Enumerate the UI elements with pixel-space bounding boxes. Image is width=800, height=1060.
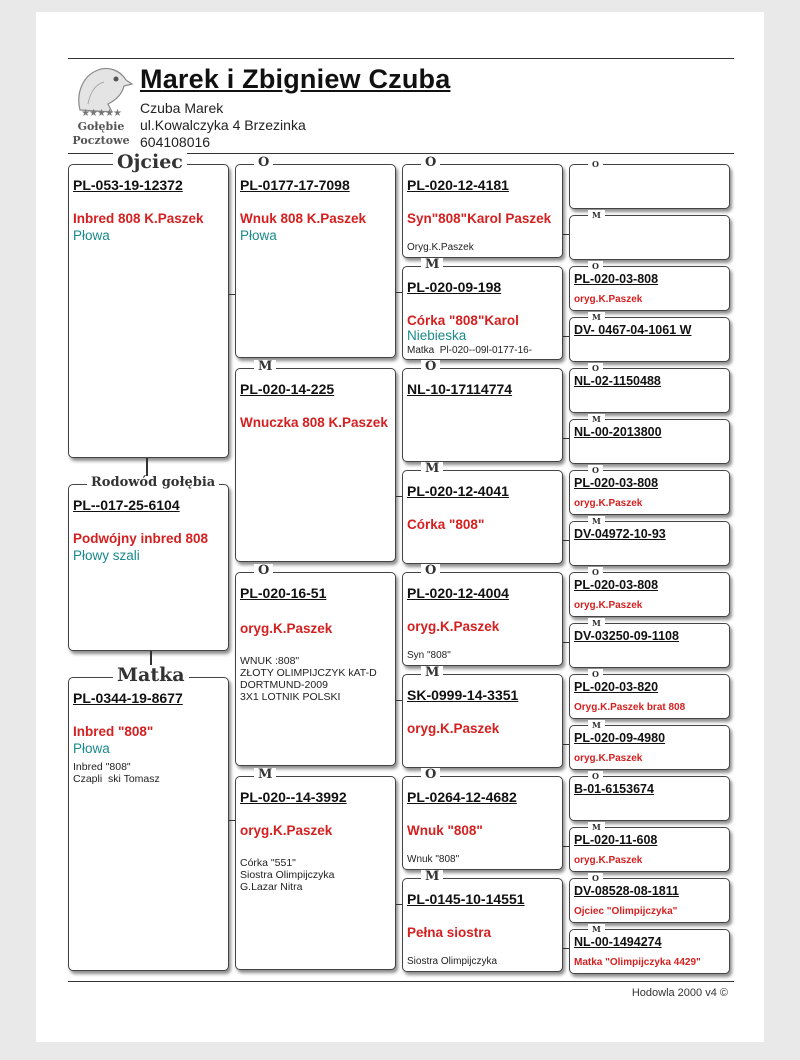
gen3-ring: NL-10-17114774 xyxy=(407,381,513,397)
gen4-label: O xyxy=(588,669,603,679)
breeder-title: Marek i Zbigniew Czuba xyxy=(140,64,451,94)
subject-label: Rodowód gołębia xyxy=(87,476,219,490)
gen3-label: O xyxy=(421,564,440,578)
connector-gen3-gen4 xyxy=(563,846,569,847)
mother-card[interactable] xyxy=(68,664,229,971)
gen4-ring: B-01-6153674 xyxy=(574,782,654,796)
gen4-card-1[interactable] xyxy=(569,159,730,209)
logo-text-line1: Gołębie xyxy=(77,120,125,133)
top-rule xyxy=(68,58,734,59)
pigeon-head-icon xyxy=(68,64,134,114)
gen4-card-14[interactable] xyxy=(569,822,730,872)
gen4-card-9[interactable] xyxy=(569,567,730,617)
gen4-card-4[interactable] xyxy=(569,312,730,362)
gen3-card-8[interactable] xyxy=(402,869,563,972)
father-card[interactable] xyxy=(68,151,229,458)
gen4-ring: DV-08528-08-1811 xyxy=(574,884,679,898)
mother-ring: PL-0344-19-8677 xyxy=(73,690,183,706)
gen3-note: Oryg.K.Paszek xyxy=(407,242,474,253)
gen4-card-13[interactable] xyxy=(569,771,730,821)
gen4-ring: PL-020-09-4980 xyxy=(574,731,666,745)
gen4-ring: PL-020-11-608 xyxy=(574,833,658,847)
footer-text: Hodowla 2000 v4 © xyxy=(631,987,728,999)
gen4-card-11[interactable] xyxy=(569,669,730,719)
gen4-card-6[interactable] xyxy=(569,414,730,464)
connector-mother-gen2 xyxy=(229,820,235,821)
grandfather-maternal-name: oryg.K.Paszek xyxy=(240,621,333,636)
gen3-ring: PL-020-09-198 xyxy=(407,279,502,295)
mother-name: Inbred "808" xyxy=(73,724,154,739)
gen3-label: O xyxy=(421,768,440,782)
gen3-card-1[interactable] xyxy=(402,155,563,258)
gen4-label: M xyxy=(588,720,605,730)
gen4-ring: PL-020-03-808 xyxy=(574,272,659,286)
gen4-ring: DV-03250-09-1108 xyxy=(574,629,679,643)
grandfather-maternal-note: WNUK :808" ZŁOTY OLIMPIJCZYK kAT-D DORTMUND-2009 3X1 LOTNIK POLSKI xyxy=(240,655,377,703)
mother-color: Płowa xyxy=(73,741,110,756)
subject-name: Podwójny inbred 808 xyxy=(73,531,209,546)
grandfather-maternal-card[interactable] xyxy=(235,563,396,766)
gen4-ring: NL-00-1494274 xyxy=(574,935,662,949)
gen3-name: oryg.K.Paszek xyxy=(407,619,500,634)
connector-gen2-gen3 xyxy=(396,292,402,293)
gen3-name: oryg.K.Paszek xyxy=(407,721,500,736)
gen3-ring: PL-020-12-4181 xyxy=(407,177,509,193)
gen3-ring: PL-020-12-4041 xyxy=(407,483,509,499)
gen4-label: M xyxy=(588,516,605,526)
grandmother-maternal-note: Córka "551" Siostra Olimpijczyka G.Lazar Nitra xyxy=(240,857,335,893)
grandfather-paternal-label: O xyxy=(254,156,273,170)
mother-note: Inbred "808" Czapli ski Tomasz xyxy=(73,761,160,785)
gen4-name: oryg.K.Paszek xyxy=(574,600,643,611)
gen4-name: oryg.K.Paszek xyxy=(574,294,643,305)
gen3-label: O xyxy=(421,360,440,374)
grandfather-paternal-card[interactable] xyxy=(235,155,396,358)
gen4-label: O xyxy=(588,261,603,271)
gen4-card-16[interactable] xyxy=(569,924,730,974)
mother-label: Matka xyxy=(113,665,189,685)
gen3-ring: PL-020-12-4004 xyxy=(407,585,509,601)
gen3-name: Córka "808" xyxy=(407,517,485,532)
grandfather-paternal-color: Płowa xyxy=(240,228,277,243)
grandfather-maternal-label: O xyxy=(254,564,273,578)
gen4-ring: DV-04972-10-93 xyxy=(574,527,666,541)
gen3-note: Syn "808" xyxy=(407,650,451,661)
gen3-card-5[interactable] xyxy=(402,563,563,666)
grandmother-paternal-card[interactable] xyxy=(235,359,396,562)
gen3-card-3[interactable] xyxy=(402,359,563,462)
gen4-label: O xyxy=(588,465,603,475)
gen3-note: Matka Pl-020--09l-0177-16- xyxy=(407,345,533,356)
gen4-card-8[interactable] xyxy=(569,516,730,566)
grandfather-paternal-name: Wnuk 808 K.Paszek xyxy=(240,211,367,226)
gen4-name: Matka "Olimpijczyka 4429" xyxy=(574,957,701,968)
gen3-label: M xyxy=(421,462,443,476)
gen4-card-10[interactable] xyxy=(569,618,730,668)
gen4-card-7[interactable] xyxy=(569,465,730,515)
gen4-ring: PL-020-03-820 xyxy=(574,680,659,694)
father-name: Inbred 808 K.Paszek xyxy=(73,211,204,226)
gen4-ring: NL-02-1150488 xyxy=(574,374,661,388)
gen4-name: oryg.K.Paszek xyxy=(574,498,643,509)
gen4-name: oryg.K.Paszek xyxy=(574,855,643,866)
gen3-note: Wnuk "808" xyxy=(407,854,460,865)
father-ring: PL-053-19-12372 xyxy=(73,177,183,193)
subject-color: Płowy szali xyxy=(73,548,140,563)
connector-gen3-gen4 xyxy=(563,642,569,643)
pigeon-logo xyxy=(68,64,134,150)
owner-name: Czuba Marek xyxy=(140,100,224,116)
grandmother-maternal-ring: PL-020--14-3992 xyxy=(240,789,347,805)
footer-rule xyxy=(68,981,734,982)
connector-gen3-gen4 xyxy=(563,234,569,235)
gen3-name: Córka "808"Karol xyxy=(407,313,519,328)
gen4-card-3[interactable] xyxy=(569,261,730,311)
connector-gen3-gen4 xyxy=(563,948,569,949)
gen4-label: O xyxy=(588,771,603,781)
owner-address: ul.Kowalczyka 4 Brzezinka xyxy=(140,117,306,133)
gen4-label: O xyxy=(588,567,603,577)
owner-phone: 604108016 xyxy=(140,134,211,150)
gen3-card-6[interactable] xyxy=(402,665,563,768)
connector-gen2-gen3 xyxy=(396,700,402,701)
gen3-name: Wnuk "808" xyxy=(407,823,483,838)
gen4-ring: PL-020-03-808 xyxy=(574,578,659,592)
gen4-label: M xyxy=(588,312,605,322)
gen4-name: oryg.K.Paszek xyxy=(574,753,643,764)
grandfather-maternal-ring: PL-020-16-51 xyxy=(240,585,327,601)
connector-gen2-gen3 xyxy=(396,904,402,905)
subject-card[interactable] xyxy=(68,475,229,651)
gen4-ring: DV- 0467-04-1061 W xyxy=(574,323,692,337)
connector-gen3-gen4 xyxy=(563,540,569,541)
gen3-card-4[interactable] xyxy=(402,461,563,564)
gen3-card-2[interactable] xyxy=(402,257,563,360)
gen4-label: O xyxy=(588,159,603,169)
gen4-card-15[interactable] xyxy=(569,873,730,923)
grandmother-paternal-name: Wnuczka 808 K.Paszek xyxy=(240,415,388,430)
connector-gen2-gen3 xyxy=(396,496,402,497)
grandfather-paternal-ring: PL-0177-17-7098 xyxy=(240,177,350,193)
gen3-ring: PL-0264-12-4682 xyxy=(407,789,517,805)
gen4-ring: PL-020-03-808 xyxy=(574,476,659,490)
gen4-card-5[interactable] xyxy=(569,363,730,413)
gen3-note: Siostra Olimpijczyka xyxy=(407,956,498,967)
connector-father-gen2 xyxy=(229,294,235,295)
grandmother-maternal-name: oryg.K.Paszek xyxy=(240,823,333,838)
gen3-label: M xyxy=(421,258,443,272)
gen4-card-2[interactable] xyxy=(569,210,730,260)
gen4-label: M xyxy=(588,822,605,832)
subject-ring: PL--017-25-6104 xyxy=(73,497,180,513)
connector-gen3-gen4 xyxy=(563,744,569,745)
connector-gen3-gen4 xyxy=(563,336,569,337)
grandmother-maternal-label: M xyxy=(254,768,276,782)
grandmother-paternal-label: M xyxy=(254,360,276,374)
gen4-label: M xyxy=(588,210,605,220)
gen4-label: O xyxy=(588,363,603,373)
father-color: Płowa xyxy=(73,228,110,243)
grandmother-paternal-ring: PL-020-14-225 xyxy=(240,381,335,397)
gen3-card-7[interactable] xyxy=(402,767,563,870)
gen4-label: M xyxy=(588,618,605,628)
gen3-label: O xyxy=(421,156,440,170)
gen4-card-12[interactable] xyxy=(569,720,730,770)
gen4-label: M xyxy=(588,414,605,424)
gen4-name: Oryg.K.Paszek brat 808 xyxy=(574,702,686,713)
grandmother-maternal-card[interactable] xyxy=(235,767,396,970)
gen3-name: Pełna siostra xyxy=(407,925,492,940)
gen3-ring: PL-0145-10-14551 xyxy=(407,891,525,907)
gen3-ring: SK-0999-14-3351 xyxy=(407,687,519,703)
gen4-label: M xyxy=(588,924,605,934)
logo-text-line2: Pocztowe xyxy=(72,134,130,147)
gen3-color: Niebieska xyxy=(407,328,467,343)
gen3-name: Syn"808"Karol Paszek xyxy=(407,211,552,226)
gen4-name: Ojciec "Olimpijczyka" xyxy=(574,906,678,917)
connector-gen3-gen4 xyxy=(563,438,569,439)
gen3-label: M xyxy=(421,666,443,680)
gen4-label: O xyxy=(588,873,603,883)
father-label: Ojciec xyxy=(113,152,187,172)
gen4-ring: NL-00-2013800 xyxy=(574,425,662,439)
logo-stars: ★★★★★ xyxy=(81,108,121,119)
gen3-label: M xyxy=(421,870,443,884)
